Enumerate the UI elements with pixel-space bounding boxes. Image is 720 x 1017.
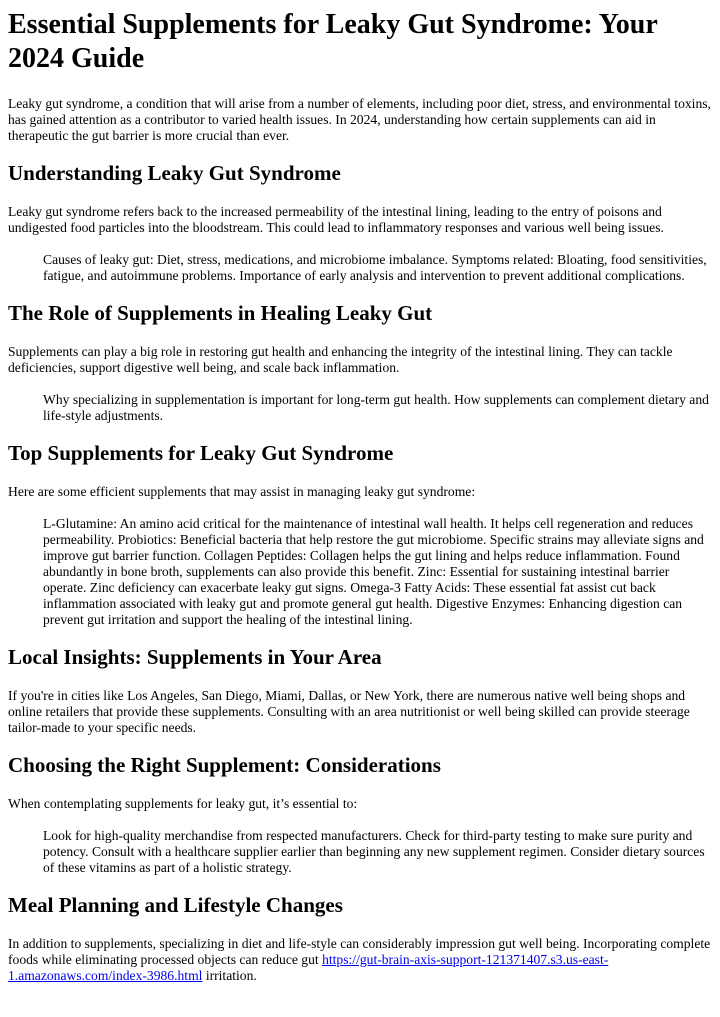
- section-quote-understanding: Causes of leaky gut: Diet, stress, medications, and microbiome imbalance. Symptoms related: Bloating, food sensitivities, fatigue, and autoimmune problems. Importance of early analysis and intervention to prevent additional complications.: [43, 252, 707, 283]
- section-heading-understanding: Understanding Leaky Gut Syndrome: [8, 161, 341, 185]
- section-heading-meal-planning: Meal Planning and Lifestyle Changes: [8, 893, 343, 917]
- meal-planning-text-before-link: In addition to supplements, specializing in diet and life-style can considerably impression gut well being. Incorporating complete foods while eliminating processed objects can reduce gut: [8, 936, 711, 967]
- section-paragraph-role: Supplements can play a big role in restoring gut health and enhancing the integrity of the intestinal lining. They can tackle deficiencies, support digestive well being, and scale back inflammation.: [8, 344, 673, 375]
- section-heading-role: The Role of Supplements in Healing Leaky Gut: [8, 301, 433, 325]
- meal-planning-text-after-link: irritation.: [202, 968, 257, 983]
- section-heading-choosing: Choosing the Right Supplement: Considerations: [8, 753, 441, 777]
- section-quote-role: Why specializing in supplementation is important for long-term gut health. How supplements can complement dietary and life-style adjustments.: [43, 392, 709, 423]
- intro-paragraph: Leaky gut syndrome, a condition that will arise from a number of elements, including poor diet, stress, and environmental toxins, has gained attention as a contributor to varied health issues. In 2024, understanding how certain supplements can aid in therapeutic the gut barrier is more crucial than ever.: [8, 96, 711, 143]
- page-title: Essential Supplements for Leaky Gut Syndrome: Your 2024 Guide: [8, 9, 658, 74]
- section-paragraph-local-insights: If you're in cities like Los Angeles, San Diego, Miami, Dallas, or New York, there are numerous native well being shops and online retailers that provide these supplements. Consulting with an area nutritionist or well being skilled can provide steerage tailor-made to your specific needs.: [8, 688, 690, 735]
- section-paragraph-top-supplements: Here are some efficient supplements that may assist in managing leaky gut syndrome:: [8, 484, 476, 499]
- section-paragraph-understanding: Leaky gut syndrome refers back to the increased permeability of the intestinal lining, leading to the entry of poisons and undigested food particles into the bloodstream. This could lead to inflammatory responses and various well being issues.: [8, 204, 664, 235]
- section-quote-top-supplements: L-Glutamine: An amino acid critical for the maintenance of intestinal wall health. It helps cell regeneration and reduces permeability. Probiotics: Beneficial bacteria that help restore the gut microbiome. Specific strains may alleviate signs and improve gut barrier function. Collagen Peptides: Collagen helps the gut lining and helps reduce inflammation. Found abundantly in bone broth, supplements can also provide this benefit. Zinc: Essential for sustaining intestinal barrier operate. Zinc deficiency can exacerbate leaky gut signs. Omega-3 Fatty Acids: These essential fat assist cut back inflammation associated with leaky gut and promote general gut health. Digestive Enzymes: Enhancing digestion can prevent gut irritation and support the healing of the intestinal lining.: [43, 516, 704, 627]
- section-paragraph-meal-planning: [8, 936, 712, 984]
- section-heading-top-supplements: Top Supplements for Leaky Gut Syndrome: [8, 441, 394, 465]
- section-paragraph-choosing: When contemplating supplements for leaky gut, it’s essential to:: [8, 796, 358, 811]
- section-heading-local-insights: Local Insights: Supplements in Your Area: [8, 645, 382, 669]
- section-quote-choosing: Look for high-quality merchandise from respected manufacturers. Check for third-party testing to make sure purity and potency. Consult with a healthcare supplier earlier than beginning any new supplement regimen. Consider dietary sources of these vitamins as part of a holistic strategy.: [43, 828, 705, 875]
- gut-brain-axis-link[interactable]: https://gut-brain-axis-support-121371407.s3.us-east-1.amazonaws.com/index-3986.html: [8, 952, 609, 983]
